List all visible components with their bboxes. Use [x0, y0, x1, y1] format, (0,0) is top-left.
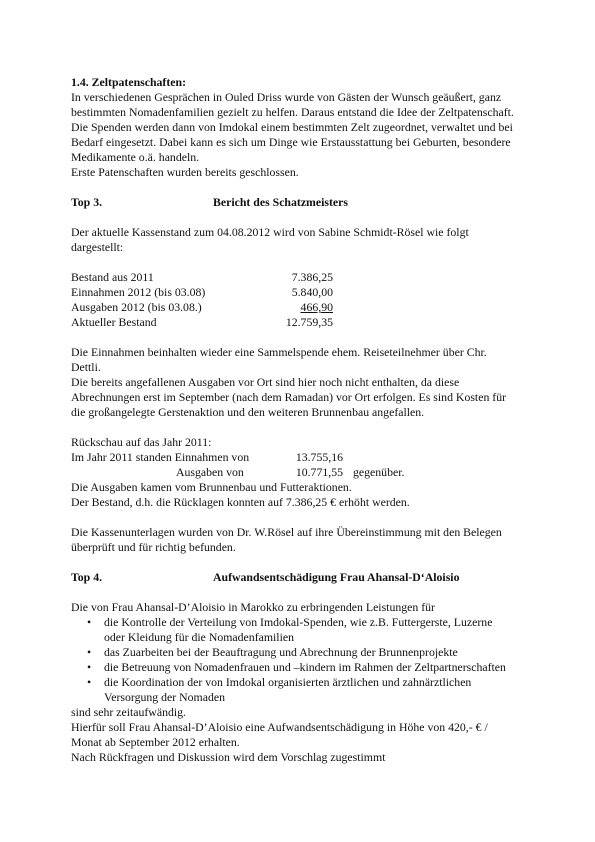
top3-label: Top 3. [71, 195, 103, 209]
paragraph-line: dargestellt: [71, 240, 124, 254]
list-item-line: die Koordination der von Imdokal organisierten ärztlichen und zahnärztlichen [104, 675, 472, 689]
list-item [87, 615, 551, 645]
list-item-line: das Zuarbeiten bei der Beauftragung und Abrechnung der Brunnenprojekte [104, 645, 458, 659]
finance-label: Bestand aus 2011 [71, 270, 154, 284]
paragraph-line: Der aktuelle Kassenstand zum 04.08.2012 wird von Sabine Schmidt-Rösel wie folgt [71, 225, 469, 239]
paragraph-line: die großangelegte Gerstenaktion und den weiteren Brunnenbau angefallen. [71, 405, 425, 419]
paragraph-line: Bedarf eingesetzt. Dabei kann es sich um Dinge wie Erstausstattung bei Geburten, besondere [71, 135, 511, 149]
bullet-icon: • [87, 675, 92, 689]
review-row [71, 465, 551, 480]
top3-title: Bericht des Schatzmeisters [213, 195, 348, 209]
finance-row [71, 270, 551, 285]
review-tail: gegenüber. [353, 465, 405, 479]
finance-row [71, 315, 551, 330]
paragraph-line: Die Einnahmen beinhalten wieder eine Sammelspende ehem. Reiseteilnehmer über Chr. [71, 345, 487, 359]
top3-heading [71, 195, 551, 210]
list-item-line: die Betreuung von Nomadenfrauen und –kindern im Rahmen der Zeltpartnerschaften [104, 660, 506, 674]
paragraph-line: überprüft und für richtig befunden. [71, 540, 236, 554]
paragraph-line: sind sehr zeitaufwändig. [71, 705, 186, 719]
bullet-icon: • [87, 660, 92, 674]
paragraph-line: Die von Frau Ahansal-D’Aloisio in Marokko zu erbringenden Leistungen für [71, 600, 435, 614]
review-heading: Rückschau auf das Jahr 2011: [71, 435, 212, 449]
paragraph-line: In verschiedenen Gesprächen in Ouled Driss wurde von Gästen der Wunsch geäußert, ganz [71, 90, 502, 104]
list-item-line: die Kontrolle der Verteilung von Imdokal-Spenden, wie z.B. Futtergerste, Luzerne [104, 615, 493, 629]
finance-value: 5.840,00 [291, 285, 333, 299]
services-list [71, 615, 551, 705]
list-item-line: oder Kleidung für die Nomadenfamilien [104, 630, 295, 644]
paragraph-line: bestimmten Nomadenfamilien gezielt zu helfen. Daraus entstand die Idee der Zeltpatenschaft. [71, 105, 514, 119]
finance-row [71, 285, 551, 300]
section-heading-zeltpatenschaften: 1.4. Zeltpatenschaften: [71, 75, 187, 89]
finance-label: Einnahmen 2012 (bis 03.08) [71, 285, 206, 299]
paragraph-line: Die Ausgaben kamen vom Brunnenbau und Futteraktionen. [71, 480, 352, 494]
review-value: 13.755,16 [295, 450, 343, 464]
list-item [87, 645, 551, 660]
bullet-icon: • [87, 615, 92, 629]
finance-value-underlined [266, 300, 333, 315]
paragraph-line: Der Bestand, d.h. die Rücklagen konnten auf 7.386,25 € erhöht werden. [71, 495, 410, 509]
review-row [71, 450, 551, 465]
finance-value-text: 466,90 [300, 300, 333, 314]
finance-table [71, 270, 551, 330]
finance-value: 7.386,25 [291, 270, 333, 284]
list-item [87, 660, 551, 675]
finance-row [71, 300, 551, 315]
top4-title: Aufwandsentschädigung Frau Ahansal-D‘Aloisio [213, 570, 460, 584]
paragraph-line: Die Spenden werden dann von Imdokal einem bestimmten Zelt zugeordnet, verwaltet und bei [71, 120, 513, 134]
review-label: Ausgaben von [176, 465, 244, 479]
document-page [71, 75, 551, 765]
bullet-icon: • [87, 645, 92, 659]
review-value: 10.771,55 [295, 465, 343, 479]
finance-value: 12.759,35 [285, 315, 333, 329]
paragraph-line: Abrechnungen erst im September (nach dem Ramadan) vor Ort erfolgen. Es sind Kosten für [71, 390, 507, 404]
finance-label: Ausgaben 2012 (bis 03.08.) [71, 300, 202, 314]
paragraph-line: Dettli. [71, 360, 101, 374]
paragraph-line: Nach Rückfragen und Diskussion wird dem Vorschlag zugestimmt [71, 750, 386, 764]
paragraph-line: Monat ab September 2012 erhalten. [71, 735, 240, 749]
paragraph-line: Medikamente o.ä. handeln. [71, 150, 200, 164]
top4-label: Top 4. [71, 570, 103, 584]
paragraph-line: Die Kassenunterlagen wurden von Dr. W.Rösel auf ihre Übereinstimmung mit den Belegen [71, 525, 502, 539]
top4-heading [71, 570, 551, 585]
paragraph-line: Hierfür soll Frau Ahansal-D’Aloisio eine Aufwandsentschädigung in Höhe von 420,- € / [71, 720, 488, 734]
review-label: Im Jahr 2011 standen Einnahmen von [71, 450, 250, 464]
paragraph-line: Erste Patenschaften wurden bereits geschlossen. [71, 165, 299, 179]
list-item-line: Versorgung der Nomaden [104, 690, 225, 704]
finance-label: Aktueller Bestand [71, 315, 157, 329]
paragraph-line: Die bereits angefallenen Ausgaben vor Ort sind hier noch nicht enthalten, da diese [71, 375, 460, 389]
list-item [87, 675, 551, 705]
